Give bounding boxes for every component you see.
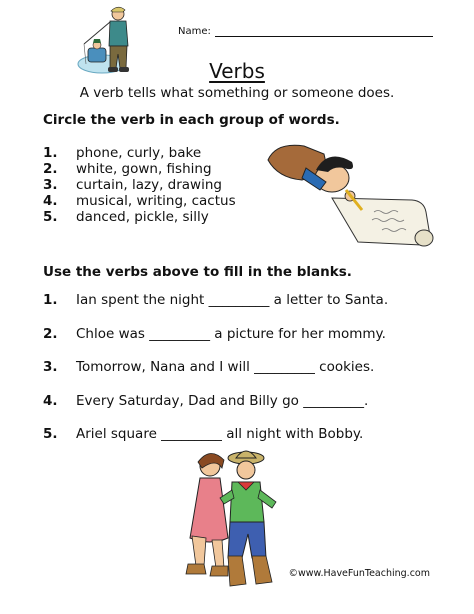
item-number: 5.: [43, 426, 58, 442]
item-number: 4.: [43, 193, 58, 209]
list-item: [43, 161, 236, 177]
item-text: danced, pickle, silly: [76, 209, 209, 225]
word-groups-list: [43, 145, 236, 225]
page-title: Verbs: [209, 59, 265, 83]
page-subtitle: A verb tells what something or someone does.: [79, 85, 395, 101]
item-number: 3.: [43, 177, 58, 193]
list-item: [43, 209, 236, 225]
item-number: 2.: [43, 161, 58, 177]
item-number: 2.: [43, 325, 58, 342]
list-item: [43, 177, 236, 193]
list-item: [43, 193, 236, 209]
list-item: [43, 393, 388, 427]
item-sentence: Ian spent the night _________ a letter to Santa.: [76, 292, 389, 308]
item-text: musical, writing, cactus: [76, 193, 236, 209]
section2-heading: Use the verbs above to fill in the blanks.: [43, 264, 352, 280]
item-sentence: Ariel square _________ all night with Bobby.: [76, 426, 364, 442]
item-text: white, gown, fishing: [76, 161, 212, 177]
list-item: [43, 326, 388, 360]
item-number: 5.: [43, 209, 58, 225]
item-number: 3.: [43, 359, 58, 375]
item-number: 4.: [43, 392, 58, 409]
section1-heading: Circle the verb in each group of words.: [43, 112, 340, 128]
item-sentence: Every Saturday, Dad and Billy go _________.: [76, 392, 369, 409]
writing-child-illustration: [262, 138, 440, 250]
item-text: phone, curly, bake: [76, 145, 202, 161]
name-field[interactable]: [178, 26, 433, 37]
item-sentence: Tomorrow, Nana and I will _________ cookies.: [76, 359, 375, 375]
list-item: [43, 359, 388, 393]
name-label: Name:: [178, 26, 211, 37]
item-number: 1.: [43, 145, 58, 161]
item-text: curtain, lazy, drawing: [76, 177, 222, 193]
fill-in-blanks-list: [43, 292, 388, 460]
list-item: [43, 292, 388, 326]
item-sentence: Chloe was _________ a picture for her mommy.: [76, 325, 386, 342]
dancing-couple-illustration: [176, 446, 280, 596]
list-item: [43, 145, 236, 161]
item-number: 1.: [43, 292, 58, 308]
name-blank-line[interactable]: [215, 26, 433, 37]
footer-credit: ©www.HaveFunTeaching.com: [288, 568, 430, 579]
